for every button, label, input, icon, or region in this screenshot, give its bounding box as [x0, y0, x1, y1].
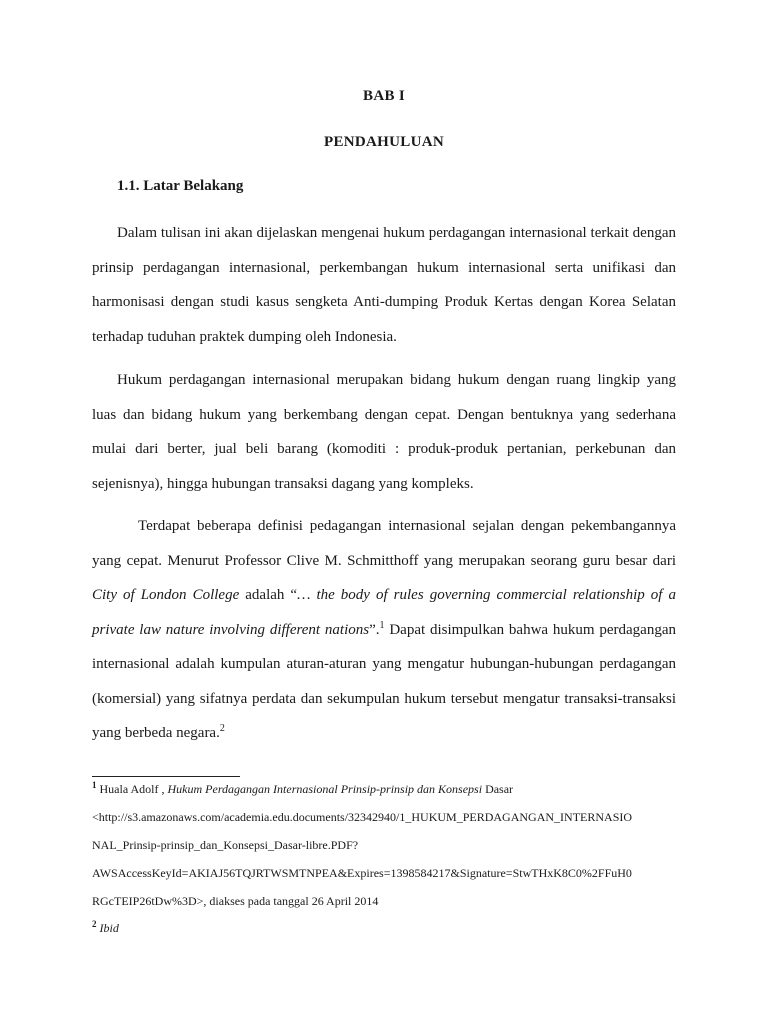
- footnote-1-line-1: [92, 775, 692, 803]
- footnote-2: [92, 914, 692, 942]
- footnote-ref-1[interactable]: 1: [379, 619, 385, 631]
- paragraph-3: [92, 509, 676, 751]
- footnote-1-number: 1: [92, 780, 97, 790]
- footnote-1-author: Huala Adolf ,: [96, 782, 168, 796]
- definition-quote: … the body of rules governing commercial relationship of a private law nature involving different nations: [92, 587, 676, 638]
- chapter-title: PENDAHULUAN: [324, 134, 444, 150]
- chapter-heading: BAB I: [363, 88, 405, 104]
- paragraph-3-text-f: Dapat disimpulkan bahwa hukum perdagangan internasional adalah kumpulan aturan-aturan yang mengatur hubungan-hubungan perdagangan (komersial) yang sifatnya perdata dan sekumpulan hukum tersebut mengatur transaksi-transaksi yang berbeda negara.: [92, 621, 676, 741]
- footnote-2-text: Ibid: [96, 921, 119, 935]
- footnote-ref-2[interactable]: 2: [219, 723, 225, 734]
- footnote-1-url-line-4: RGcTEIP26tDw%3D>, diakses pada tanggal 26 April 2014: [92, 894, 379, 908]
- footnote-2-number: 2: [92, 919, 97, 929]
- paragraph-3-text-c: adalah “: [239, 587, 298, 603]
- footnote-1: [92, 775, 692, 915]
- paragraph-2: Hukum perdagangan internasional merupakan bidang hukum dengan ruang lingkip yang luas dan bidang hukum yang berkembang dengan cepat. Dengan bentuknya yang sederhana mulai dari berter, jual beli barang (komoditi : produk-produk pertanian, perkebunan dan sejenisnya), hingga hubungan transaksi dagang yang kompleks.: [92, 372, 676, 492]
- paragraph-3-text-e: ”.: [369, 621, 380, 638]
- section-heading: 1.1. Latar Belakang: [117, 178, 244, 194]
- footnote-1-after: Dasar: [482, 782, 514, 796]
- footnote-1-url-line-3[interactable]: AWSAccessKeyId=AKIAJ56TQJRTWSMTNPEA&Expires=1398584217&Signature=StwTHxK8C0%2FFuH0: [92, 866, 632, 880]
- footnote-1-url-line-2[interactable]: NAL_Prinsip-prinsip_dan_Konsepsi_Dasar-libre.PDF?: [92, 838, 359, 852]
- college-name: City of London College: [92, 587, 240, 603]
- paragraph-3-text-a: Terdapat beberapa definisi pedagangan internasional sejalan dengan pekembangannya yang cepat. Menurut Professor Clive M. Schmitthoff yang merupakan seorang guru besar dari: [92, 518, 676, 569]
- footnote-1-book-title: Hukum Perdagangan Internasional Prinsip-prinsip dan Konsepsi: [167, 782, 483, 796]
- footnote-1-url-line-1[interactable]: <http://s3.amazonaws.com/academia.edu.documents/32342940/1_HUKUM_PERDAGANGAN_INTERNASIO: [92, 810, 633, 824]
- paragraph-1: Dalam tulisan ini akan dijelaskan mengenai hukum perdagangan internasional terkait dengan prinsip perdagangan internasional, perkembangan hukum internasional serta unifikasi dan harmonisasi dengan studi kasus sengketa Anti-dumping Produk Kertas dengan Korea Selatan terhadap tuduhan praktek dumping oleh Indonesia.: [92, 225, 676, 345]
